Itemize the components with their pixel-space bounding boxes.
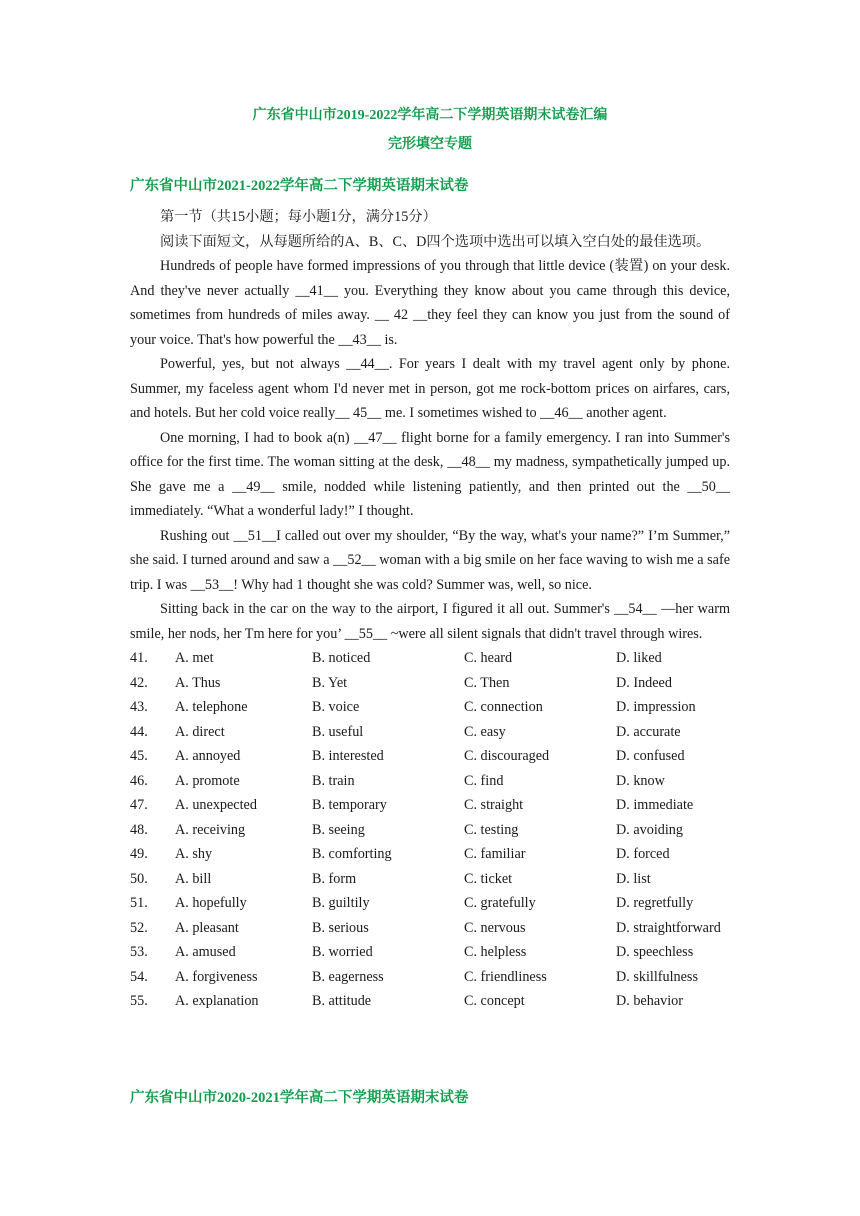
option-c: C. familiar [464, 846, 526, 862]
option-a: A. shy [175, 846, 213, 862]
question-number: 41. [130, 650, 148, 666]
document-title: 广东省中山市2019-2022学年高二下学期英语期末试卷汇编 [252, 108, 608, 123]
option-c: C. connection [464, 699, 543, 715]
option-d: D. liked [616, 650, 662, 666]
option-a: A. promote [175, 772, 240, 789]
question-row [130, 646, 730, 671]
option-c: C. easy [464, 723, 506, 740]
question-row [130, 793, 730, 818]
option-d: D. confused [616, 748, 685, 764]
option-c: C. straight [464, 797, 524, 813]
question-row [130, 965, 730, 990]
option-b: B. worried [312, 944, 373, 960]
option-d: D. behavior [616, 993, 683, 1009]
question-number: 47. [130, 797, 148, 813]
section-heading-2021-2022: 广东省中山市2021-2022学年高二下学期英语期末试卷 [130, 178, 469, 194]
passage-paragraph: Sitting back in the car on the way to the airport, I figured it all out. Summer's __54__ —her warm smile, her nods, her Tm here for you’ __55__ ~were all silent signals that didn't travel through wires. [130, 601, 730, 642]
option-d: D. avoiding [616, 821, 683, 838]
option-a: A. direct [175, 723, 225, 740]
option-c: C. nervous [464, 919, 526, 936]
option-b: B. seeing [312, 821, 365, 838]
option-b: B. Yet [312, 674, 348, 691]
option-c: C. gratefully [464, 895, 536, 911]
option-c: C. Then [464, 674, 510, 691]
option-d: D. list [616, 870, 651, 887]
question-row [130, 842, 730, 867]
option-b: B. temporary [312, 797, 387, 813]
option-d: D. immediate [616, 797, 694, 813]
option-a: A. forgiveness [175, 968, 258, 985]
question-row [130, 671, 730, 696]
question-number: 45. [130, 748, 148, 764]
question-row [130, 891, 730, 916]
option-d: D. impression [616, 699, 696, 715]
option-b: B. train [312, 772, 355, 789]
exam-body [130, 205, 730, 1014]
question-number: 55. [130, 993, 148, 1009]
option-b: B. comforting [312, 846, 392, 862]
option-b: B. form [312, 870, 357, 887]
option-c: C. find [464, 772, 504, 789]
option-c: C. friendliness [464, 968, 547, 985]
question-row [130, 720, 730, 745]
question-number: 50. [130, 870, 148, 887]
option-d: D. skillfulness [616, 968, 698, 985]
option-d: D. know [616, 772, 665, 789]
option-d: D. speechless [616, 944, 694, 960]
question-row [130, 989, 730, 1014]
option-b: B. attitude [312, 993, 372, 1009]
option-d: D. straightforward [616, 919, 721, 936]
document-subtitle: 完形填空专题 [388, 137, 472, 152]
option-a: A. unexpected [175, 797, 257, 813]
option-a: A. hopefully [175, 895, 247, 911]
option-a: A. Thus [175, 674, 221, 691]
option-c: C. concept [464, 993, 525, 1009]
option-a: A. bill [175, 870, 212, 887]
question-number: 54. [130, 968, 148, 985]
part-label: 第一节（共15小题；每小题1分，满分15分） [160, 209, 437, 225]
option-c: C. testing [464, 821, 519, 838]
option-a: A. pleasant [175, 919, 239, 936]
option-a: A. receiving [175, 821, 246, 838]
option-c: C. discouraged [464, 748, 550, 764]
option-b: B. serious [312, 919, 369, 936]
question-number: 51. [130, 895, 148, 911]
option-c: C. helpless [464, 944, 527, 960]
question-row [130, 744, 730, 769]
question-number: 44. [130, 723, 148, 740]
option-d: D. accurate [616, 723, 681, 740]
question-row [130, 867, 730, 892]
option-b: B. guiltily [312, 895, 370, 911]
question-number: 53. [130, 944, 148, 960]
question-row [130, 916, 730, 941]
question-row [130, 695, 730, 720]
question-row [130, 940, 730, 965]
option-d: D. forced [616, 846, 670, 862]
option-b: B. eagerness [312, 968, 384, 985]
option-d: D. Indeed [616, 674, 672, 691]
question-number: 42. [130, 674, 148, 691]
passage-paragraph: Hundreds of people have formed impressions of you through that little device (装置) on your desk. And they've never actually __41__ you. Everything they know about you came through this device, sometimes from hundreds of miles away. __ 42 __they feel they can know you just from the sound of your voice. That's how powerful the __43__ is. [130, 258, 730, 348]
option-a: A. telephone [175, 699, 248, 715]
option-c: C. ticket [464, 870, 513, 887]
option-b: B. interested [312, 748, 384, 764]
option-a: A. amused [175, 944, 236, 960]
option-c: C. heard [464, 650, 513, 666]
option-b: B. noticed [312, 650, 371, 666]
option-a: A. explanation [175, 993, 259, 1009]
question-row [130, 769, 730, 794]
question-number: 49. [130, 846, 148, 862]
passage-paragraph: One morning, I had to book a(n) __47__ flight borne for a family emergency. I ran into Summer's office for the first time. The woman sitting at the desk, __48__ my madness, sympathetically jumped up. She gave me a __49__ smile, nodded while listening patiently, and then printed out the __50__ immediately. “What a wonderful lady!” I thought. [130, 429, 730, 519]
option-b: B. useful [312, 723, 364, 740]
question-number: 48. [130, 821, 148, 838]
option-d: D. regretfully [616, 895, 694, 911]
question-number: 46. [130, 772, 148, 789]
option-b: B. voice [312, 699, 360, 715]
passage-paragraph: Powerful, yes, but not always __44__. For years I dealt with my travel agent only by phone. Summer, my faceless agent whom I'd never met in person, got me rock-bottom prices on airfares, cars, and hotels. But her cold voice really__ 45__ me. I sometimes wished to __46__ another agent. [130, 356, 730, 421]
option-a: A. annoyed [175, 748, 241, 764]
passage-paragraph: Rushing out __51__I called out over my shoulder, “By the way, what's your name?” I’m Summer,” she said. I turned around and saw a __52__ woman with a big smile on her face waving to wish me a safe trip. I was __53__! Why had 1 thought she was cold? Summer was, well, so nice. [130, 527, 730, 593]
question-list [130, 646, 730, 1014]
question-number: 43. [130, 699, 148, 715]
section-heading-2020-2021: 广东省中山市2020-2021学年高二下学期英语期末试卷 [130, 1090, 469, 1106]
option-a: A. met [175, 650, 214, 666]
question-row [130, 818, 730, 843]
instruction-text: 阅读下面短文，从每题所给的A、B、C、D四个选项中选出可以填入空白处的最佳选项。 [160, 233, 711, 250]
question-number: 52. [130, 919, 148, 936]
